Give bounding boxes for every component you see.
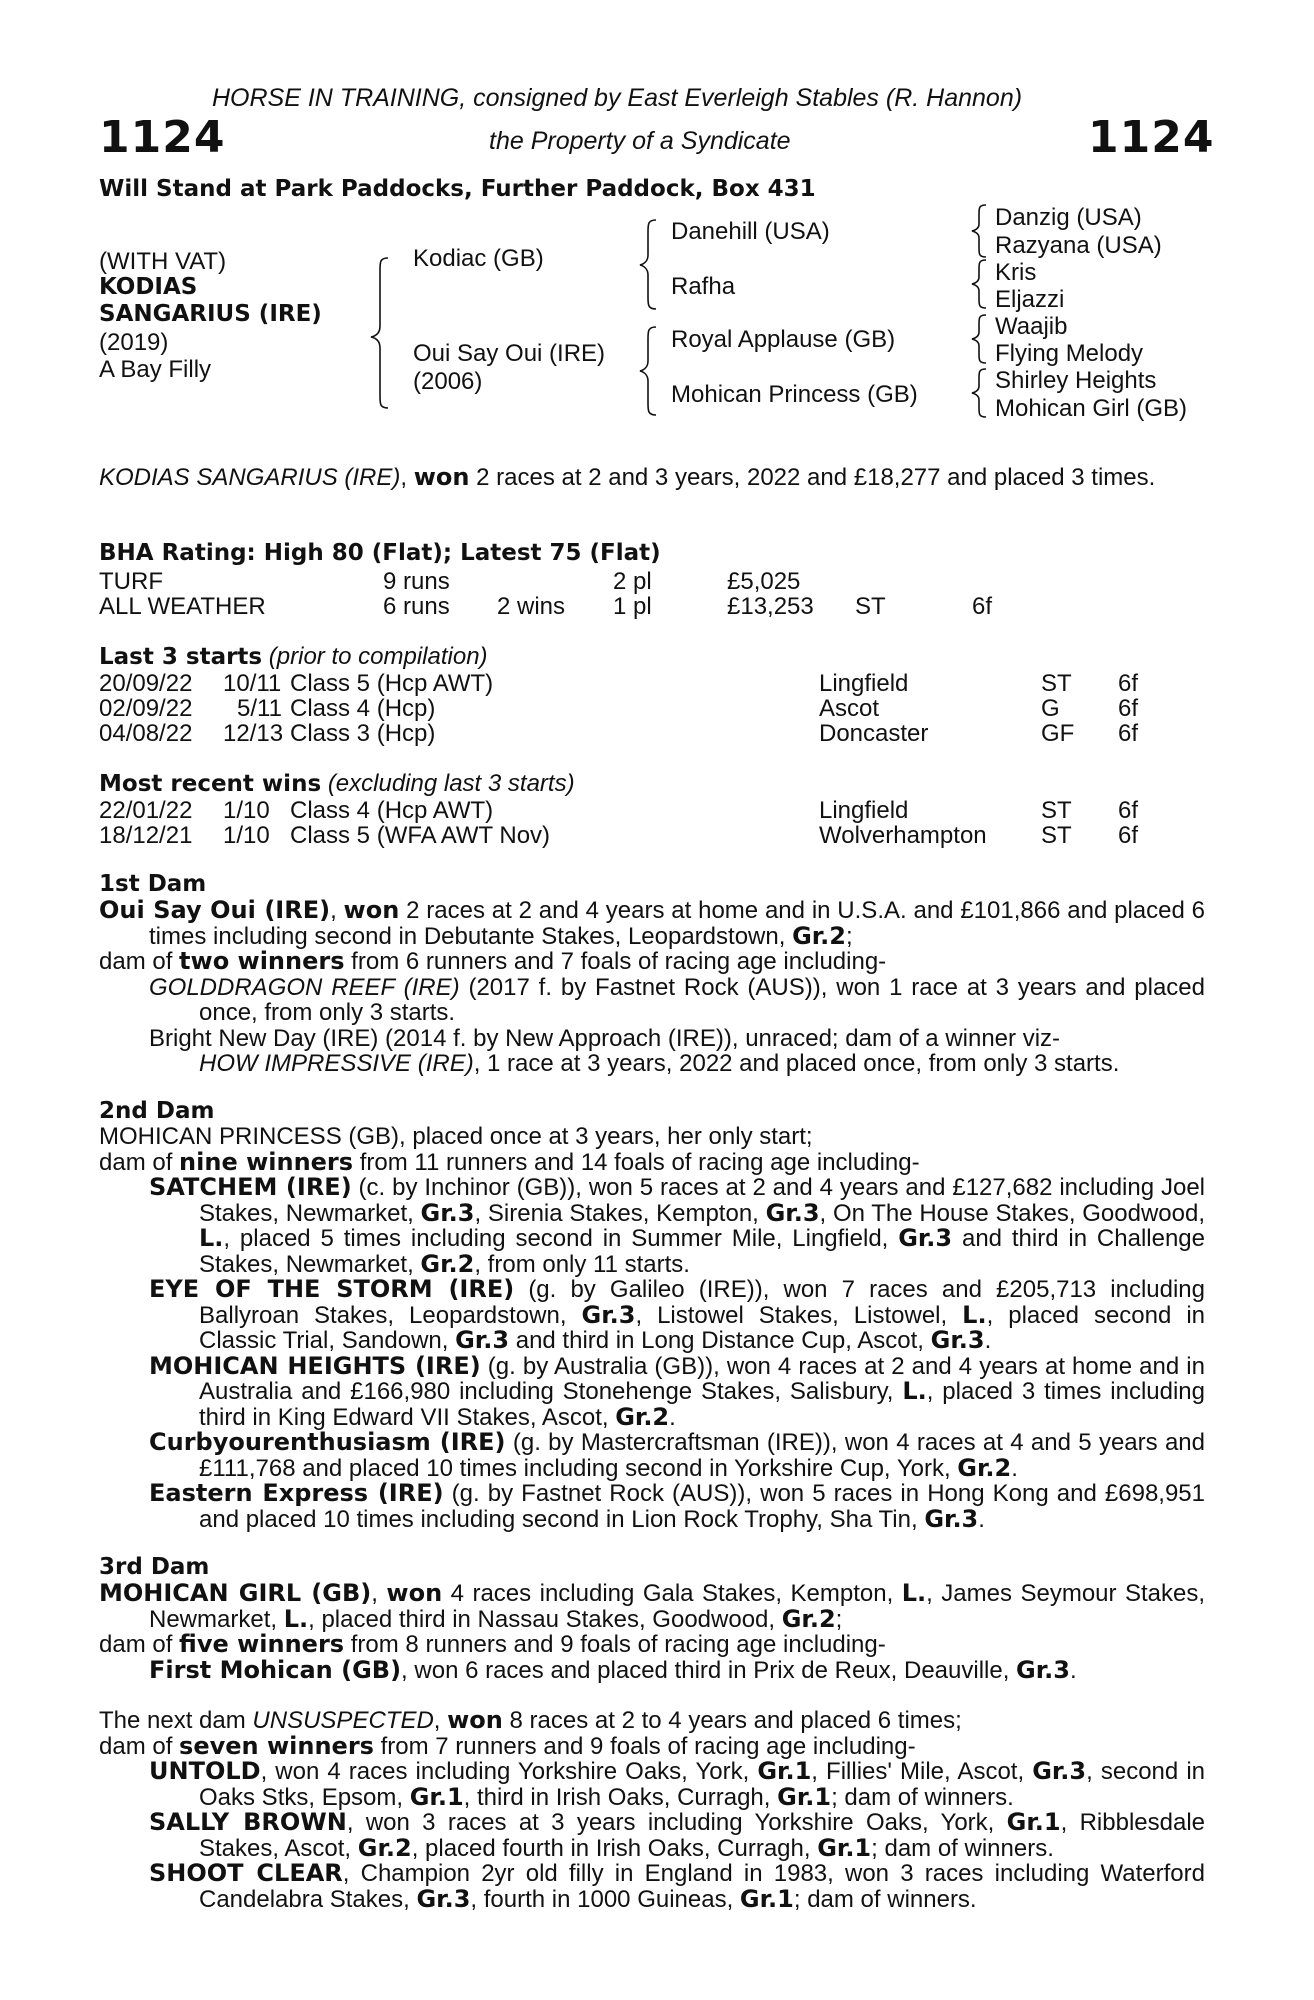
pedigree-sire-sire: Danehill (USA) — [671, 218, 830, 245]
grade-label: Gr.2 — [357, 1833, 412, 1862]
grand-progeny-name: HOW IMPRESSIVE (IRE) — [199, 1050, 474, 1077]
win-position: 1/10 — [223, 822, 270, 849]
text: ; dam of winners. — [871, 1834, 1054, 1862]
text: (g. by Mastercraftsman (IRE)), won 4 races at 4 and 5 years and £111,768 and placed 10 times including second in Yorkshire Cup, York, — [199, 1429, 1205, 1482]
vat-note: (WITH VAT) — [99, 248, 227, 275]
won-label: won — [386, 1579, 443, 1607]
start-distance: 6f — [1118, 720, 1139, 747]
progeny-name: Eastern Express (IRE) — [149, 1479, 444, 1507]
brace-gen1 — [371, 258, 388, 408]
grade-label: L. — [902, 1377, 927, 1405]
grade-label: L. — [283, 1604, 309, 1633]
pedigree-g3-5: Waajib — [995, 313, 1068, 340]
text: 4 races including Gala Stakes, Kempton, — [442, 1580, 902, 1607]
pedigree-g3-1: Danzig (USA) — [995, 204, 1142, 231]
start-class: Class 3 (Hcp) — [290, 720, 436, 747]
start-class: Class 5 (Hcp AWT) — [290, 670, 494, 697]
pedigree-g3-4: Eljazzi — [995, 286, 1065, 313]
lot-number-right: 1124 — [1088, 112, 1215, 163]
grade-label: Gr.3 — [1032, 1757, 1087, 1785]
text: . — [669, 1403, 676, 1431]
winners-count: seven winners — [179, 1731, 374, 1760]
text: (g. by Galileo (IRE)), won 7 races and £205,713 including Ballyroan Stakes, Leopardstown, — [199, 1276, 1206, 1329]
rating-runs: 6 runs — [383, 593, 450, 620]
text: , placed third in Nassau Stakes, Goodwood, — [308, 1605, 782, 1633]
brace-gen3-2 — [972, 260, 986, 308]
rating-surface: ALL WEATHER — [99, 593, 266, 620]
text: , fourth in 1000 Guineas, — [470, 1885, 740, 1913]
text: 8 races at 2 to 4 years and placed 6 times; — [502, 1707, 962, 1734]
start-position: 10/11 — [223, 670, 282, 697]
race-summary: KODIAS SANGARIUS (IRE), won 2 races at 2 and 3 years, 2022 and £18,277 and placed 3 times. — [99, 463, 1156, 491]
win-going: ST — [1041, 822, 1072, 849]
grade-label: Gr.2 — [615, 1402, 670, 1431]
pedigree-g3-7: Shirley Heights — [995, 367, 1157, 394]
text: from 6 runners and 7 foals of racing age including- — [344, 948, 887, 975]
pedigree-dam-sire: Royal Applause (GB) — [671, 326, 896, 353]
win-class: Class 4 (Hcp AWT) — [290, 797, 494, 824]
third-dam-section: MOHICAN GIRL (GB), won 4 races including Gala Stakes, Kempton, L., James Seymour Stakes, Newmarket, L., placed third in Nassau Stakes, Goodwood, Gr.2; dam of five winners from 8 runners and 9 foals of racing age including- First Mohican (GB), won 6 races and placed third in Prix de Reux, Deauville, Gr.3. — [99, 1579, 1206, 1684]
text: , from only 11 starts. — [474, 1250, 690, 1278]
won-label: won — [447, 1706, 503, 1734]
horse-name-line1: KODIAS — [99, 274, 198, 300]
win-date: 22/01/22 — [99, 797, 193, 824]
text: dam of — [99, 1631, 180, 1658]
summary-text: 2 races at 2 and 3 years, 2022 and £18,277 and placed 3 times. — [469, 464, 1156, 491]
text: , third in Irish Oaks, Curragh, — [463, 1783, 778, 1811]
text: . — [1069, 1656, 1077, 1684]
win-course: Wolverhampton — [819, 822, 987, 849]
text: , Sirenia Stakes, Kempton, — [474, 1199, 766, 1227]
text: and third in Long Distance Cup, Ascot, — [509, 1327, 931, 1354]
rating-surface: TURF — [99, 568, 163, 595]
progeny-name: SATCHEM (IRE) — [149, 1173, 352, 1201]
text: from 7 runners and 9 foals of racing age including- — [373, 1732, 916, 1760]
progeny-name: SHOOT CLEAR — [149, 1859, 343, 1887]
grade-label: Gr.3 — [1016, 1655, 1070, 1684]
text: , second in Oaks Stks, Epsom, — [199, 1758, 1205, 1811]
text: , placed fourth in Irish Oaks, Curragh, — [411, 1834, 818, 1862]
brace-gen3-3 — [972, 315, 986, 363]
last3-note: (prior to compilation) — [268, 643, 488, 670]
won-label: won — [343, 896, 400, 924]
first-dam-record: 2 races at 2 and 4 years at home and in U.S.A. and £101,866 and placed 6 times including second in Debutante Stakes, Leopardstown, — [149, 897, 1205, 950]
recent-wins-heading: Most recent wins (excluding last 3 starts) — [99, 770, 575, 797]
third-dam-name: MOHICAN GIRL (GB) — [99, 1579, 372, 1607]
text: (c. by Inchinor (GB)), won 5 races at 2 and 4 years and £127,682 including Joel Stakes, Newmarket, — [199, 1174, 1205, 1227]
start-course: Ascot — [819, 695, 880, 722]
grade-label: Gr.2 — [420, 1249, 475, 1278]
property-line: the Property of a Syndicate — [489, 127, 791, 155]
grade-label: Gr.3 — [581, 1300, 636, 1329]
second-dam-section — [99, 1124, 1205, 1532]
grade-label: Gr.1 — [777, 1782, 832, 1811]
grade-label: Gr.2 — [957, 1453, 1012, 1482]
start-date: 04/08/22 — [99, 720, 193, 747]
grade-label: Gr.3 — [765, 1198, 820, 1227]
rating-prize: £5,025 — [727, 568, 801, 595]
text: . — [984, 1327, 992, 1354]
progeny-record: (2017 f. by Fastnet Rock (AUS)), won 1 race at 3 years and placed once, from only 3 starts. — [199, 973, 1205, 1026]
pedigree-g3-3: Kris — [995, 259, 1037, 286]
text: , placed second in Classic Trial, Sandown, — [199, 1301, 1206, 1354]
progeny-name: First Mohican (GB) — [149, 1655, 402, 1684]
win-going: ST — [1041, 797, 1072, 824]
start-going: G — [1041, 695, 1060, 722]
text: , On The House Stakes, Goodwood, — [819, 1199, 1205, 1227]
start-position: 12/13 — [223, 720, 284, 747]
third-dam-heading: 3rd Dam — [99, 1554, 210, 1580]
grade-label: L. — [962, 1300, 987, 1329]
pedigree-sire: Kodiac (GB) — [413, 245, 544, 272]
grade-label: Gr.2 — [792, 921, 846, 950]
pedigree-sire-dam: Rafha — [671, 273, 736, 300]
next-dam-section — [99, 1708, 1205, 1912]
win-position: 1/10 — [223, 797, 270, 824]
text: , won 6 races and placed third in Prix de Reux, Deauville, — [401, 1656, 1017, 1684]
pedigree-dam: Oui Say Oui (IRE) — [413, 340, 606, 367]
pedigree-g3-8: Mohican Girl (GB) — [995, 395, 1188, 422]
pedigree-g3-2: Razyana (USA) — [995, 232, 1162, 259]
text: The next dam — [99, 1707, 253, 1734]
text: , placed 5 times including second in Summer Mile, Lingfield, — [223, 1225, 899, 1252]
bha-rating-heading: BHA Rating: High 80 (Flat); Latest 75 (Flat) — [99, 540, 661, 566]
next-dam-name: UNSUSPECTED — [252, 1707, 434, 1734]
text: , placed 3 times including third in King Edward VII Stakes, Ascot, — [199, 1378, 1205, 1431]
grand-progeny-record: , 1 race at 3 years, 2022 and placed once, from only 3 starts. — [473, 1050, 1120, 1077]
grade-label: L. — [901, 1579, 927, 1607]
text: from 8 runners and 9 foals of racing age including- — [344, 1631, 886, 1658]
text: dam of — [99, 948, 180, 975]
text: , James Seymour Stakes, Newmarket, — [149, 1580, 1206, 1633]
text: ; — [835, 1605, 843, 1633]
text: ; dam of winners. — [831, 1783, 1014, 1811]
text: from 11 runners and 14 foals of racing age including- — [353, 1148, 920, 1176]
rating-going: ST — [855, 593, 886, 620]
punctuation: ; — [846, 922, 853, 950]
text: dam of — [99, 1148, 180, 1176]
text: (g. by Australia (GB)), won 4 races at 2 and 4 years at home and in Australia and £166,980 including Stonehenge Stakes, Salisbury, — [199, 1352, 1205, 1405]
start-distance: 6f — [1118, 695, 1139, 722]
text: , — [433, 1707, 448, 1734]
grade-label: Gr.1 — [739, 1884, 794, 1913]
brace-gen3-1 — [972, 205, 986, 257]
grade-label: Gr.1 — [817, 1833, 872, 1862]
grade-label: Gr.3 — [416, 1884, 471, 1913]
grade-label: Gr.3 — [930, 1326, 985, 1354]
rating-wins: 2 wins — [497, 593, 566, 620]
text: , Listowel Stakes, Listowel, — [635, 1301, 963, 1329]
location-line: Will Stand at Park Paddocks, Further Paddock, Box 431 — [99, 176, 816, 202]
second-dam-record: MOHICAN PRINCESS (GB), placed once at 3 years, her only start; — [99, 1123, 813, 1150]
winners-count: five winners — [179, 1630, 345, 1658]
summary-horse-name: KODIAS SANGARIUS (IRE) — [99, 464, 401, 491]
last3-heading: Last 3 starts (prior to compilation) — [99, 643, 488, 670]
text: , won 3 races at 3 years including Yorkshire Oaks, York, — [346, 1809, 1007, 1836]
start-date: 02/09/22 — [99, 695, 193, 722]
start-distance: 6f — [1118, 670, 1139, 697]
lot-number-left: 1124 — [99, 112, 226, 163]
winners-count: nine winners — [179, 1147, 354, 1176]
grade-label: L. — [199, 1224, 224, 1252]
progeny-name: SALLY BROWN — [149, 1808, 347, 1836]
progeny-name: GOLDDRAGON REEF (IRE) — [149, 973, 460, 1001]
winners-count: two winners — [179, 947, 345, 975]
text: , Ribblesdale Stakes, Ascot, — [199, 1809, 1205, 1862]
win-distance: 6f — [1118, 822, 1139, 849]
progeny-record: Bright New Day (IRE) (2014 f. by New Approach (IRE)), unraced; dam of a winner viz- — [149, 1024, 1061, 1052]
horse-name-line2: SANGARIUS (IRE) — [99, 301, 322, 327]
rating-runs: 9 runs — [383, 568, 450, 595]
pedigree-dam-dam: Mohican Princess (GB) — [671, 381, 918, 408]
first-dam-name: Oui Say Oui (IRE) — [99, 896, 331, 924]
rating-distance: 6f — [972, 593, 993, 620]
rating-placed: 2 pl — [613, 568, 652, 595]
start-course: Doncaster — [819, 720, 929, 747]
pedigree-dam-year: (2006) — [413, 368, 483, 395]
start-position: 5/11 — [237, 695, 282, 722]
text: . — [978, 1505, 985, 1533]
text: dam of — [99, 1732, 180, 1760]
first-dam-heading: 1st Dam — [99, 871, 207, 897]
brace-gen2-top — [640, 220, 656, 309]
grade-label: Gr.2 — [781, 1604, 836, 1633]
grade-label: Gr.1 — [409, 1782, 464, 1811]
consignor-line: HORSE IN TRAINING, consigned by East Everleigh Stables (R. Hannon) — [212, 84, 1023, 112]
brace-gen3-4 — [972, 369, 986, 417]
progeny-name: Curbyourenthusiasm (IRE) — [149, 1428, 506, 1456]
text: ; dam of winners. — [793, 1885, 977, 1913]
grade-label: Gr.1 — [757, 1757, 812, 1785]
progeny-name: UNTOLD — [149, 1757, 261, 1785]
horse-description: A Bay Filly — [99, 356, 212, 383]
grade-label: Gr.1 — [1006, 1808, 1061, 1836]
text: . — [1011, 1454, 1018, 1482]
win-class: Class 5 (WFA AWT Nov) — [290, 822, 551, 849]
start-course: Lingfield — [819, 670, 909, 697]
start-class: Class 4 (Hcp) — [290, 695, 436, 722]
pedigree-g3-6: Flying Melody — [995, 340, 1144, 367]
win-course: Lingfield — [819, 797, 909, 824]
foaling-year: (2019) — [99, 329, 169, 356]
text: (g. by Fastnet Rock (AUS)), won 5 races in Hong Kong and £698,951 and placed 10 times including second in Lion Rock Trophy, Sha Tin, — [199, 1480, 1206, 1533]
progeny-name: MOHICAN HEIGHTS (IRE) — [149, 1351, 481, 1380]
text: and third in Challenge Stakes, Newmarket, — [199, 1225, 1205, 1278]
text: , won 4 races including Yorkshire Oaks, York, — [260, 1758, 758, 1785]
brace-gen2-bottom — [640, 327, 656, 415]
rating-prize: £13,253 — [727, 593, 814, 620]
first-dam-section: Oui Say Oui (IRE), won 2 races at 2 and 4 years at home and in U.S.A. and £101,866 and placed 6 times including second in Debutante Stakes, Leopardstown, Gr.2; dam of two winners from 6 runners and 7 foals of racing age including- GOLDDRAGON REEF (IRE) (2017 f. by Fastnet Rock (AUS)), won 1 race at 3 years and placed once, from only 3 starts. Bright New Day (IRE) (2014 f. by New Approach (IRE)), unraced; dam of a winner viz- HOW IMPRESSIVE (IRE), 1 race at 3 years, 2022 and placed once, from only 3 starts. — [99, 896, 1205, 1077]
second-dam-heading: 2nd Dam — [99, 1098, 215, 1124]
text: , Champion 2yr old filly in England in 1983, won 3 races including Waterford Candelabra Stakes, — [199, 1860, 1205, 1913]
grade-label: Gr.3 — [898, 1224, 953, 1252]
win-distance: 6f — [1118, 797, 1139, 824]
summary-won: won — [413, 463, 470, 491]
start-going: ST — [1041, 670, 1072, 697]
grade-label: Gr.3 — [420, 1198, 475, 1227]
rating-placed: 1 pl — [613, 593, 652, 620]
recent-wins-note: (excluding last 3 starts) — [327, 770, 575, 797]
win-date: 18/12/21 — [99, 822, 193, 849]
grade-label: Gr.3 — [924, 1504, 979, 1533]
text: , Fillies' Mile, Ascot, — [811, 1758, 1033, 1785]
start-date: 20/09/22 — [99, 670, 193, 697]
progeny-name: EYE OF THE STORM (IRE) — [149, 1275, 515, 1303]
grade-label: Gr.3 — [455, 1326, 510, 1354]
start-going: GF — [1041, 720, 1075, 747]
